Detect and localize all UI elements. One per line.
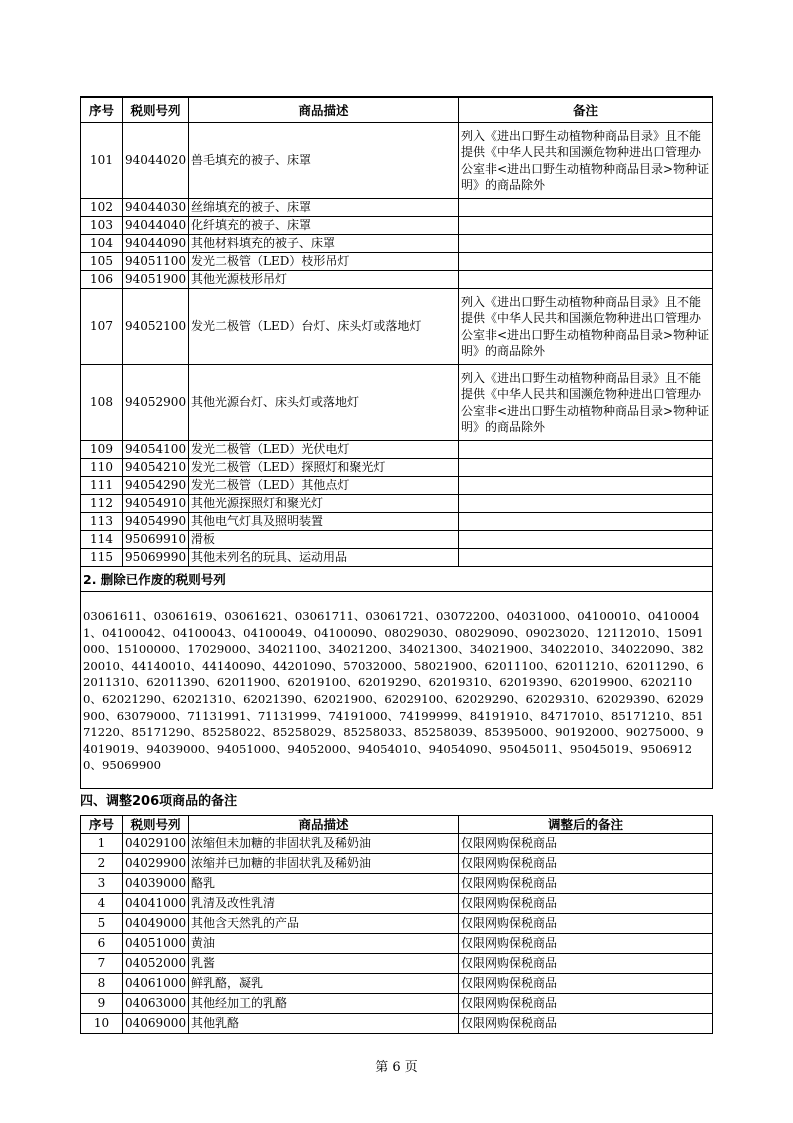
tariff-code: 94054100 bbox=[123, 441, 189, 459]
table-row bbox=[81, 873, 713, 893]
remark: 仅限网购保税商品 bbox=[459, 953, 713, 973]
table-row bbox=[81, 199, 713, 217]
goods-description: 发光二极管（LED）枝形吊灯 bbox=[189, 253, 459, 271]
page-number: 第 6 页 bbox=[375, 1060, 418, 1075]
tariff-code: 94052900 bbox=[123, 365, 189, 441]
row-number: 105 bbox=[81, 253, 123, 271]
table-row bbox=[81, 973, 713, 993]
row-number: 107 bbox=[81, 289, 123, 365]
row-number: 4 bbox=[81, 893, 123, 913]
tariff-code: 94044020 bbox=[123, 123, 189, 199]
goods-description: 乳酱 bbox=[189, 953, 459, 973]
goods-description: 鲜乳酪，凝乳 bbox=[189, 973, 459, 993]
goods-description: 黄油 bbox=[189, 933, 459, 953]
table-row bbox=[81, 495, 713, 513]
tariff-code: 94054290 bbox=[123, 477, 189, 495]
section4-title: 四、调整206项商品的备注 bbox=[80, 793, 238, 809]
row-number: 6 bbox=[81, 933, 123, 953]
goods-description: 其他材料填充的被子、床罩 bbox=[189, 235, 459, 253]
goods-description: 酪乳 bbox=[189, 873, 459, 893]
row-number: 114 bbox=[81, 531, 123, 549]
goods-description: 发光二极管（LED）探照灯和聚光灯 bbox=[189, 459, 459, 477]
remark bbox=[459, 531, 713, 549]
row-number: 102 bbox=[81, 199, 123, 217]
table-row bbox=[81, 531, 713, 549]
remark bbox=[459, 199, 713, 217]
goods-description: 其他电气灯具及照明装置 bbox=[189, 513, 459, 531]
goods-description: 发光二极管（LED）台灯、床头灯或落地灯 bbox=[189, 289, 459, 365]
goods-description: 其他含天然乳的产品 bbox=[189, 913, 459, 933]
table-row bbox=[81, 289, 713, 365]
goods-description: 其他经加工的乳酪 bbox=[189, 993, 459, 1013]
remark: 仅限网购保税商品 bbox=[459, 1013, 713, 1033]
remark bbox=[459, 253, 713, 271]
tariff-code: 94044030 bbox=[123, 199, 189, 217]
tariff-code: 94054990 bbox=[123, 513, 189, 531]
row-number: 3 bbox=[81, 873, 123, 893]
remark: 仅限网购保税商品 bbox=[459, 873, 713, 893]
remark bbox=[459, 459, 713, 477]
tariff-code: 04029900 bbox=[123, 853, 189, 873]
table-row bbox=[81, 459, 713, 477]
table-row bbox=[81, 549, 713, 567]
header-desc: 商品描述 bbox=[189, 97, 459, 123]
table-row bbox=[81, 235, 713, 253]
tariff-code: 95069990 bbox=[123, 549, 189, 567]
section2-title: 2. 删除已作废的税则号列 bbox=[81, 567, 713, 592]
goods-description: 其他乳酪 bbox=[189, 1013, 459, 1033]
tariff-code: 04049000 bbox=[123, 913, 189, 933]
row-number: 7 bbox=[81, 953, 123, 973]
tariff-code: 94054210 bbox=[123, 459, 189, 477]
tariff-code: 94051900 bbox=[123, 271, 189, 289]
remark bbox=[459, 235, 713, 253]
table-header-row bbox=[81, 815, 713, 833]
table-row bbox=[81, 913, 713, 933]
remark bbox=[459, 441, 713, 459]
header-note: 调整后的备注 bbox=[459, 815, 713, 833]
table-row bbox=[81, 217, 713, 235]
row-number: 5 bbox=[81, 913, 123, 933]
goods-description: 其他光源枝形吊灯 bbox=[189, 271, 459, 289]
row-number: 2 bbox=[81, 853, 123, 873]
header-no: 序号 bbox=[81, 97, 123, 123]
remark: 仅限网购保税商品 bbox=[459, 993, 713, 1013]
remark bbox=[459, 477, 713, 495]
header-code: 税则号列 bbox=[123, 815, 189, 833]
tariff-code: 04069000 bbox=[123, 1013, 189, 1033]
row-number: 108 bbox=[81, 365, 123, 441]
row-number: 9 bbox=[81, 993, 123, 1013]
row-number: 113 bbox=[81, 513, 123, 531]
table-row bbox=[81, 833, 713, 853]
table-row bbox=[81, 477, 713, 495]
row-number: 115 bbox=[81, 549, 123, 567]
row-number: 104 bbox=[81, 235, 123, 253]
goods-description: 发光二极管（LED）其他点灯 bbox=[189, 477, 459, 495]
header-desc: 商品描述 bbox=[189, 815, 459, 833]
row-number: 106 bbox=[81, 271, 123, 289]
tariff-code: 04063000 bbox=[123, 993, 189, 1013]
goods-description: 滑板 bbox=[189, 531, 459, 549]
table-row bbox=[81, 513, 713, 531]
row-number: 110 bbox=[81, 459, 123, 477]
tariff-code: 95069910 bbox=[123, 531, 189, 549]
table-row bbox=[81, 365, 713, 441]
remark: 仅限网购保税商品 bbox=[459, 973, 713, 993]
table-row bbox=[81, 441, 713, 459]
remark bbox=[459, 513, 713, 531]
header-note: 备注 bbox=[459, 97, 713, 123]
goods-description: 其他光源探照灯和聚光灯 bbox=[189, 495, 459, 513]
remark: 仅限网购保税商品 bbox=[459, 913, 713, 933]
remark: 仅限网购保税商品 bbox=[459, 933, 713, 953]
goods-description: 其他未列名的玩具、运动用品 bbox=[189, 549, 459, 567]
remark: 仅限网购保税商品 bbox=[459, 833, 713, 853]
deleted-codes-list: 03061611、03061619、03061621、03061711、03061721、03072200、04031000、04100010、04100041、04100042、04100043、04100049、04100090、08029030、08029090、09023020、12112010、15091000、15100000、17029000、34021100、34021200、34021300、34021900、34022010、34022090、38220010、44140010、44140090、44201090、57032000、58021900、62011100、62011210、62011290、62011310、62011390、62011900、62019100、62019290、62019310、62019390、62019900、62021100、62021290、62021310、62021390、62021900、62029100、62029290、62029310、62029390、62029900、63079000、71131991、71131999、74191000、74199999、84191910、84717010、85171210、85171220、85171290、85258022、85258029、85258033、85258039、85395000、90192000、90275000、94019019、94039000、94051000、94052000、94054010、94054090、95045011、95045019、95069120、95069900 bbox=[81, 592, 713, 789]
tariff-code: 04052000 bbox=[123, 953, 189, 973]
goods-table bbox=[80, 96, 713, 789]
goods-description: 其他光源台灯、床头灯或落地灯 bbox=[189, 365, 459, 441]
header-code: 税则号列 bbox=[123, 97, 189, 123]
tariff-code: 04051000 bbox=[123, 933, 189, 953]
remark: 仅限网购保税商品 bbox=[459, 853, 713, 873]
remark bbox=[459, 217, 713, 235]
header-no: 序号 bbox=[81, 815, 123, 833]
goods-description: 浓缩并已加糖的非固状乳及稀奶油 bbox=[189, 853, 459, 873]
tariff-code: 04029100 bbox=[123, 833, 189, 853]
row-number: 101 bbox=[81, 123, 123, 199]
row-number: 1 bbox=[81, 833, 123, 853]
goods-description: 兽毛填充的被子、床罩 bbox=[189, 123, 459, 199]
goods-description: 浓缩但未加糖的非固状乳及稀奶油 bbox=[189, 833, 459, 853]
table-row bbox=[81, 993, 713, 1013]
remark: 仅限网购保税商品 bbox=[459, 893, 713, 913]
table-row bbox=[81, 271, 713, 289]
remark: 列入《进出口野生动植物种商品目录》且不能提供《中华人民共和国濒危物种进出口管理办公室非<进出口野生动植物种商品目录>物种证明》的商品除外 bbox=[459, 289, 713, 365]
goods-description: 乳清及改性乳清 bbox=[189, 893, 459, 913]
tariff-code: 04061000 bbox=[123, 973, 189, 993]
table-row bbox=[81, 253, 713, 271]
tariff-code: 94054910 bbox=[123, 495, 189, 513]
row-number: 111 bbox=[81, 477, 123, 495]
table-row bbox=[81, 893, 713, 913]
section2-codes-row bbox=[81, 592, 713, 789]
table-header-row bbox=[81, 97, 713, 123]
section2-title-row bbox=[81, 567, 713, 592]
table-row bbox=[81, 1013, 713, 1033]
goods-description: 发光二极管（LED）光伏电灯 bbox=[189, 441, 459, 459]
table-row bbox=[81, 933, 713, 953]
remark bbox=[459, 271, 713, 289]
row-number: 103 bbox=[81, 217, 123, 235]
tariff-code: 94044090 bbox=[123, 235, 189, 253]
table-row bbox=[81, 123, 713, 199]
remark: 列入《进出口野生动植物种商品目录》且不能提供《中华人民共和国濒危物种进出口管理办公室非<进出口野生动植物种商品目录>物种证明》的商品除外 bbox=[459, 123, 713, 199]
row-number: 112 bbox=[81, 495, 123, 513]
row-number: 8 bbox=[81, 973, 123, 993]
remark: 列入《进出口野生动植物种商品目录》且不能提供《中华人民共和国濒危物种进出口管理办公室非<进出口野生动植物种商品目录>物种证明》的商品除外 bbox=[459, 365, 713, 441]
tariff-code: 04041000 bbox=[123, 893, 189, 913]
remarks-table bbox=[80, 815, 713, 1034]
goods-description: 丝绵填充的被子、床罩 bbox=[189, 199, 459, 217]
table-row bbox=[81, 953, 713, 973]
document-page bbox=[80, 96, 712, 1034]
tariff-code: 94052100 bbox=[123, 289, 189, 365]
row-number: 10 bbox=[81, 1013, 123, 1033]
remark bbox=[459, 495, 713, 513]
tariff-code: 94044040 bbox=[123, 217, 189, 235]
remark bbox=[459, 549, 713, 567]
tariff-code: 04039000 bbox=[123, 873, 189, 893]
tariff-code: 94051100 bbox=[123, 253, 189, 271]
table-row bbox=[81, 853, 713, 873]
row-number: 109 bbox=[81, 441, 123, 459]
goods-description: 化纤填充的被子、床罩 bbox=[189, 217, 459, 235]
